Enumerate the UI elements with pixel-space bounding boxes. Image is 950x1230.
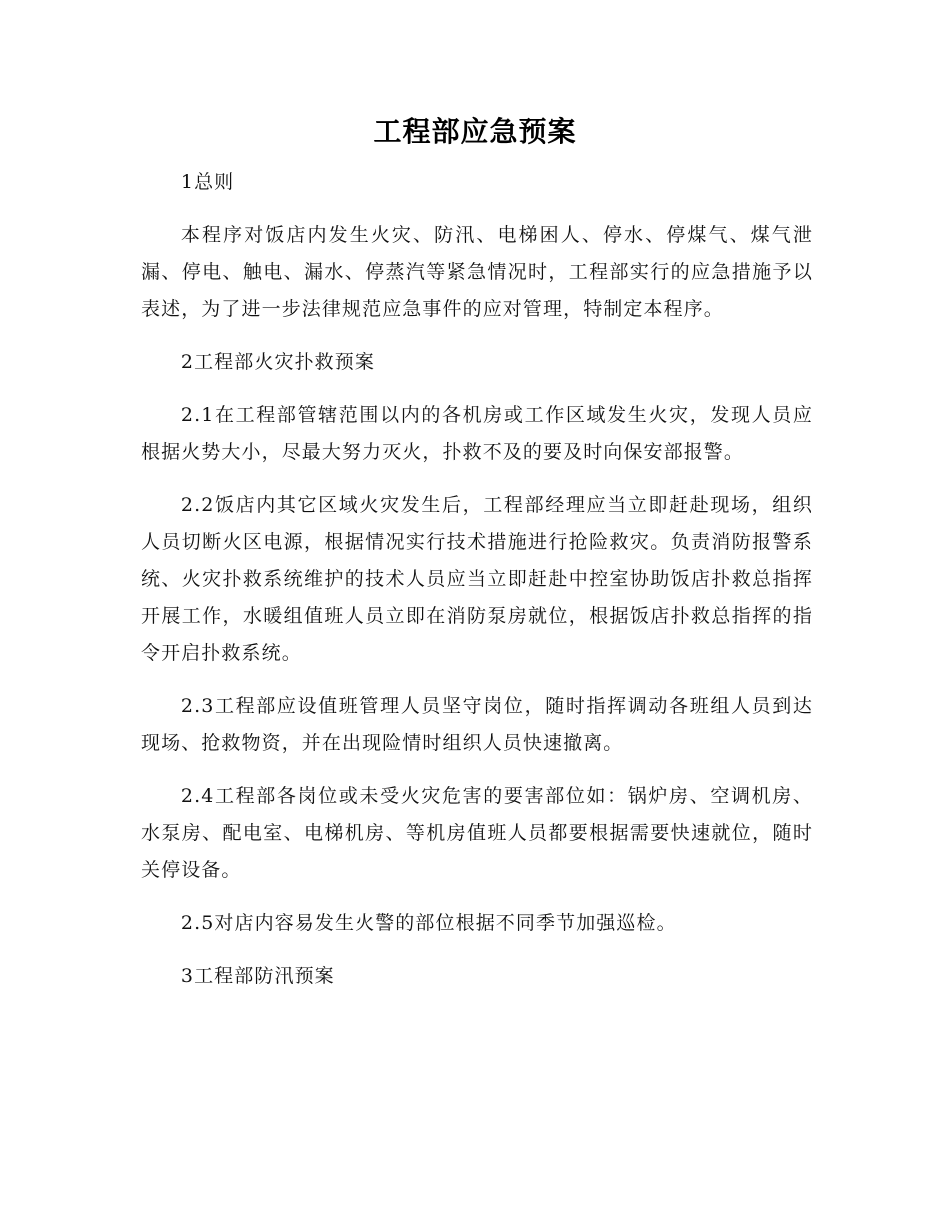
section-1-heading: 1总则 <box>180 171 235 193</box>
item-2-2-paragraph: 2.2饭店内其它区域火灾发生后，工程部经理应当立即赶赴现场，组织人员切断火区电源，根据情况实行技术措施进行抢险救灾。负责消防报警系统、火灾扑救系统维护的技术人员应当立即赶赴中控室协助饭店扑救总指挥开展工作，水暖组值班人员立即在消防泵房就位，根据饭店扑救总指挥的指令开启扑救系统。 <box>141 494 813 664</box>
section-2-heading: 2工程部火灾扑救预案 <box>180 351 375 373</box>
document-title: 工程部应急预案 <box>373 115 577 148</box>
item-2-3-paragraph: 2.3工程部应设值班管理人员坚守岗位，随时指挥调动各班组人员到达现场、抢救物资，并在出现险情时组织人员快速撤离。 <box>141 695 813 754</box>
document-body <box>141 164 813 1011</box>
section-1-paragraph: 本程序对饭店内发生火灾、防汛、电梯困人、停水、停煤气、煤气泄漏、停电、触电、漏水、停蒸汽等紧急情况时，工程部实行的应急措施予以表述，为了进一步法律规范应急事件的应对管理，特制定本程序。 <box>141 224 813 320</box>
item-2-4-paragraph: 2.4工程部各岗位或未受火灾危害的要害部位如：锅炉房、空调机房、水泵房、配电室、电梯机房、等机房值班人员都要根据需要快速就位，随时关停设备。 <box>141 785 813 881</box>
item-2-5-paragraph: 2.5对店内容易发生火警的部位根据不同季节加强巡检。 <box>180 912 677 934</box>
item-2-1-paragraph: 2.1在工程部管辖范围以内的各机房或工作区域发生火灾，发现人员应根据火势大小，尽最大努力灭火，扑救不及的要及时向保安部报警。 <box>141 404 813 463</box>
section-3-heading: 3工程部防汛预案 <box>180 965 335 987</box>
